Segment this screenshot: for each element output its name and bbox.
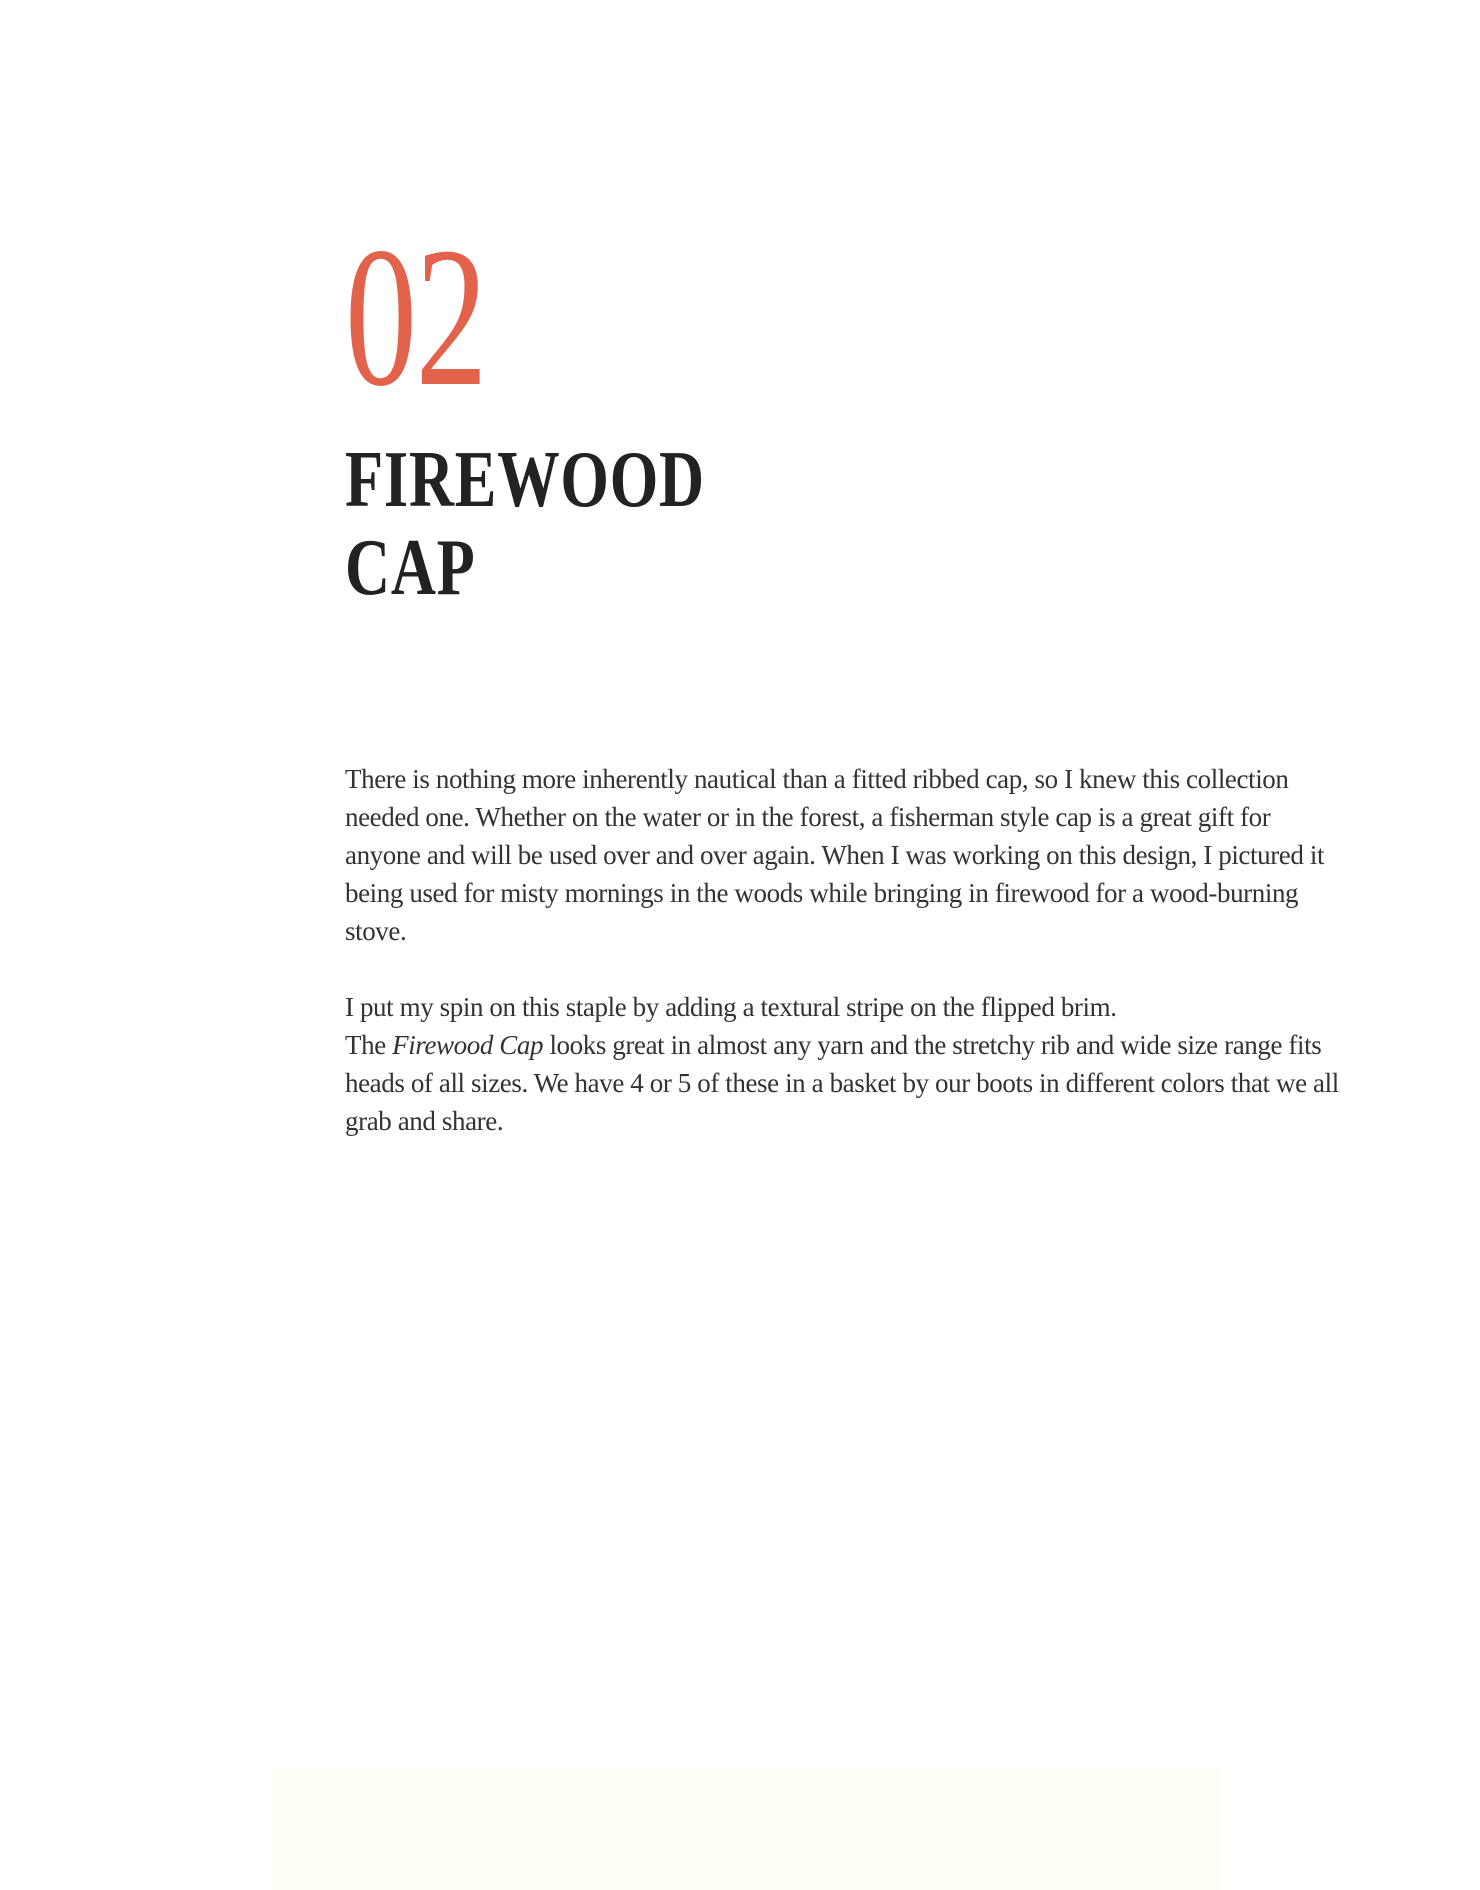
- pattern-title-line-2: CAP: [345, 524, 476, 612]
- description-paragraph-2-rest: looks great in almost any yarn and the stretchy rib and wide size range fits heads of all sizes. We have 4 or 5 of these in a basket by our boots in different colors that we all grab and share.: [345, 1030, 1339, 1136]
- chapter-number: 02: [345, 207, 487, 428]
- pattern-title: [345, 436, 705, 612]
- description-paragraph-2-line-1: I put my spin on this staple by adding a textural stripe on the flipped brim.: [345, 992, 1117, 1022]
- description-paragraph-2: [345, 988, 1345, 1140]
- description-paragraph-2-the: The: [345, 1030, 386, 1060]
- description-paragraph-1: There is nothing more inherently nautical than a fitted ribbed cap, so I knew this collection needed one. Whether on the water or in the forest, a fisherman style cap is a great gift for anyone and will be used over and over again. When I was working on this design, I pictured it being used for misty mornings in the woods while bringing in firewood for a wood-burning stove.: [345, 764, 1325, 946]
- pattern-description: [345, 760, 1345, 1140]
- pattern-title-line-1: FIREWOOD: [345, 436, 705, 524]
- pattern-name-italic: Firewood Cap: [392, 1030, 544, 1060]
- footer-band: [270, 1768, 1220, 1890]
